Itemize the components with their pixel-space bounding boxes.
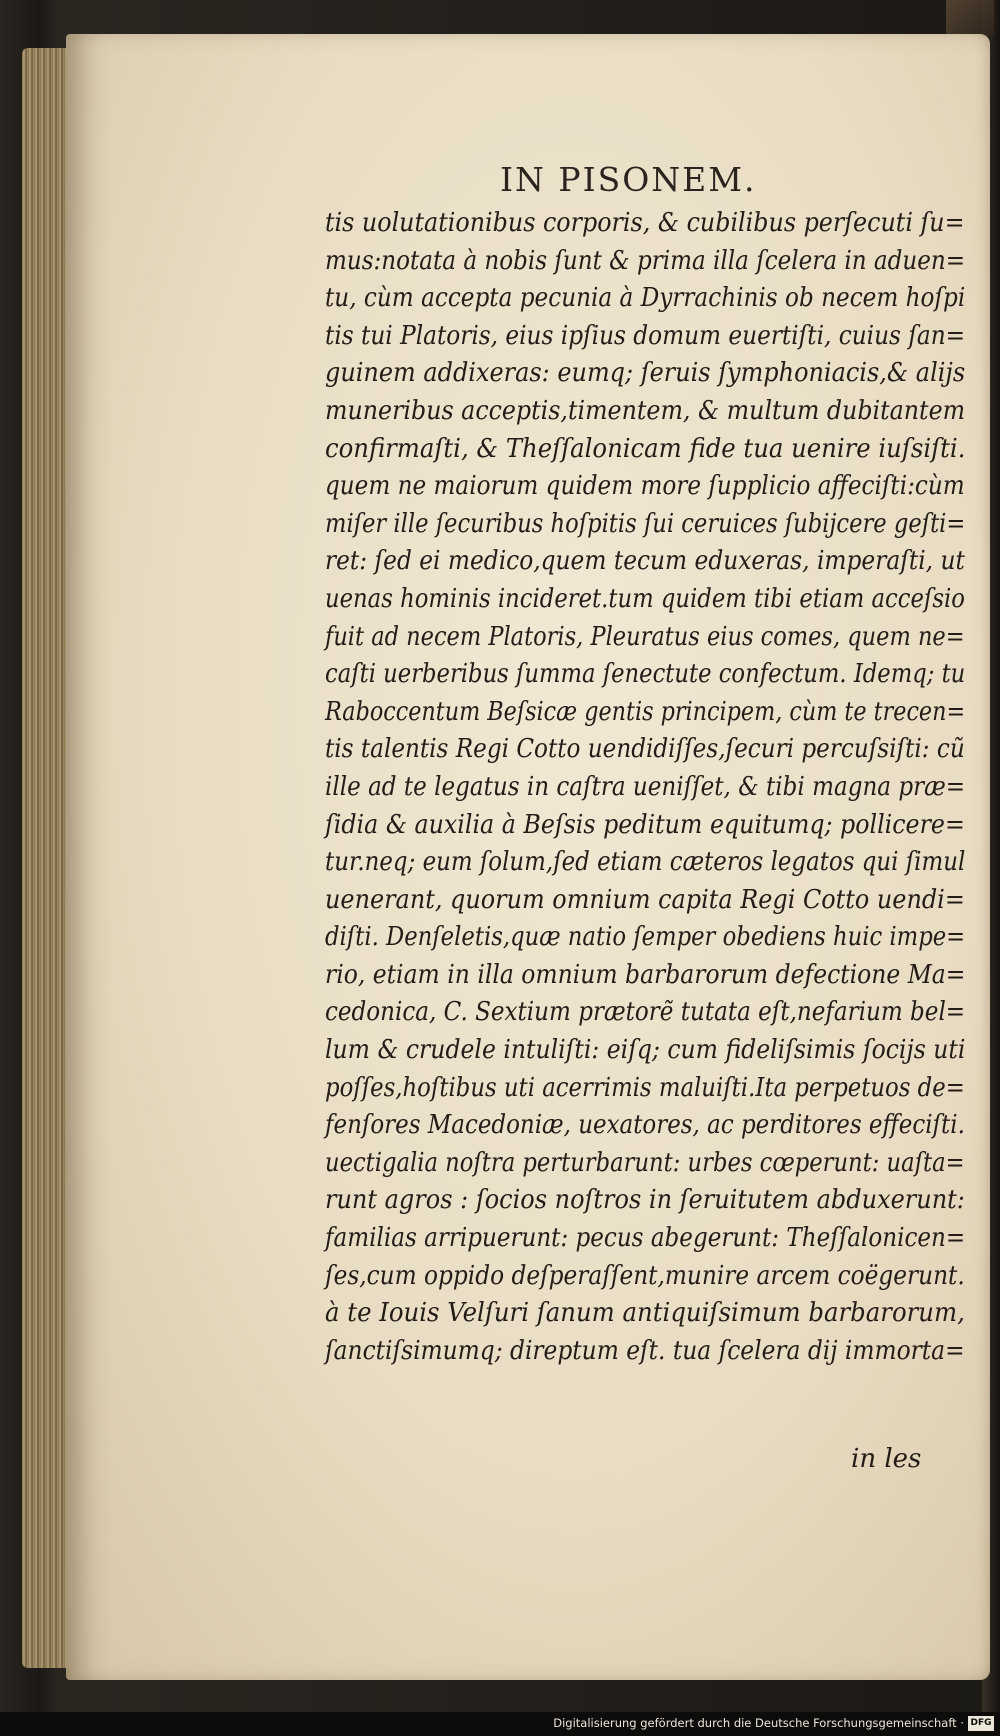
text-line: poſſes,hoſtibus uti acerrimis maluiſti.Ita perpetuos de=: [325, 1071, 965, 1103]
catchword: in les: [851, 1444, 922, 1474]
body-text: [325, 204, 965, 1369]
text-line: tis talentis Regi Cotto uendidiſſes,ſecuri percuſsiſti: cũ: [325, 733, 965, 765]
text-line: miſer ille ſecuribus hoſpitis ſui ceruices ſubijcere geſti=: [325, 507, 966, 539]
text-line: ſes,cum oppido deſperaſſent,munire arcem coëgerunt.: [325, 1259, 965, 1291]
text-line: cedonica, C. Sextium prætorẽ tutata eſt,nefarium bel=: [325, 996, 966, 1028]
text-line: uenas hominis incideret.tum quidem tibi etiam acceſsio: [325, 582, 965, 614]
text-line: diſti. Denſeletis,quæ natio ſemper obediens huic impe=: [325, 921, 966, 953]
text-line: ille ad te legatus in caſtra ueniſſet, & tibi magna præ=: [325, 770, 966, 802]
text-line: mus:notata à nobis ſunt & prima illa ſcelera in aduen=: [325, 244, 966, 276]
text-line: rio, etiam in illa omnium barbarorum defectione Ma=: [325, 958, 966, 990]
text-line: tis uolutationibus corporis, & cubilibus perſecuti ſu=: [325, 207, 965, 238]
text-line: tur.neq; eum ſolum,ſed etiam cæteros legatos qui ſimul: [325, 846, 966, 878]
text-line: uectigalia noſtra perturbarunt: urbes cœperunt: uaſta=: [325, 1146, 965, 1178]
funding-notice: Digitalisierung gefördert durch die Deutsche Forschungsgemeinschaft ·: [553, 1716, 964, 1730]
text-line: confirmaſti, & Theſſalonicam fide tua uenire iuſsiſti.: [325, 432, 966, 464]
text-line: lum & crudele intuliſti: eiſq; cum fideliſsimis ſocijs uti: [325, 1034, 966, 1066]
footer-bar: [0, 1712, 1000, 1736]
text-line: fenſores Macedoniæ, uexatores, ac perditores effeciſti.: [325, 1109, 965, 1141]
text-line: uenerant, quorum omnium capita Regi Cotto uendi=: [325, 883, 965, 915]
text-line: tu, cùm accepta pecunia à Dyrrachinis ob necem hoſpi: [325, 282, 966, 314]
dfg-logo: DFG: [968, 1716, 994, 1731]
text-line: guinem addixeras: eumq; ſeruis ſymphoniacis,& alijs: [325, 357, 966, 389]
text-line: tis tui Platoris, eius ipſius domum euertiſti, cuius ſan=: [325, 319, 966, 351]
text-line: caſti uerberibus ſumma ſenectute confectum. Idemq; tu: [325, 658, 966, 690]
text-line: à te Iouis Velſuri ſanum antiquiſsimum barbarorum,: [325, 1297, 965, 1329]
text-line: Raboccentum Beſsicæ gentis principem, cùm te trecen=: [325, 695, 966, 727]
text-line: ret: ſed ei medico,quem tecum eduxeras, imperaſti, ut: [325, 545, 965, 577]
text-line: ſidia & auxilia à Beſsis peditum equitumq; pollicere=: [325, 808, 965, 840]
text-line: muneribus acceptis,timentem, & multum dubitantem: [325, 394, 966, 426]
text-line: quem ne maiorum quidem more ſupplicio affeciſti:cùm: [325, 470, 965, 502]
text-line: ſanctiſsimumq; direptum eſt. tua ſcelera dij immorta=: [325, 1334, 965, 1366]
text-line: runt agros : ſocios noſtros in ſeruitutem abduxerunt:: [325, 1184, 965, 1216]
text-line: familias arripuerunt: pecus abegerunt: Theſſalonicen=: [325, 1222, 966, 1254]
text-line: fuit ad necem Platoris, Pleuratus eius comes, quem ne=: [325, 620, 965, 652]
book-corner: [946, 0, 994, 36]
running-header: IN PISONEM.: [500, 160, 757, 199]
